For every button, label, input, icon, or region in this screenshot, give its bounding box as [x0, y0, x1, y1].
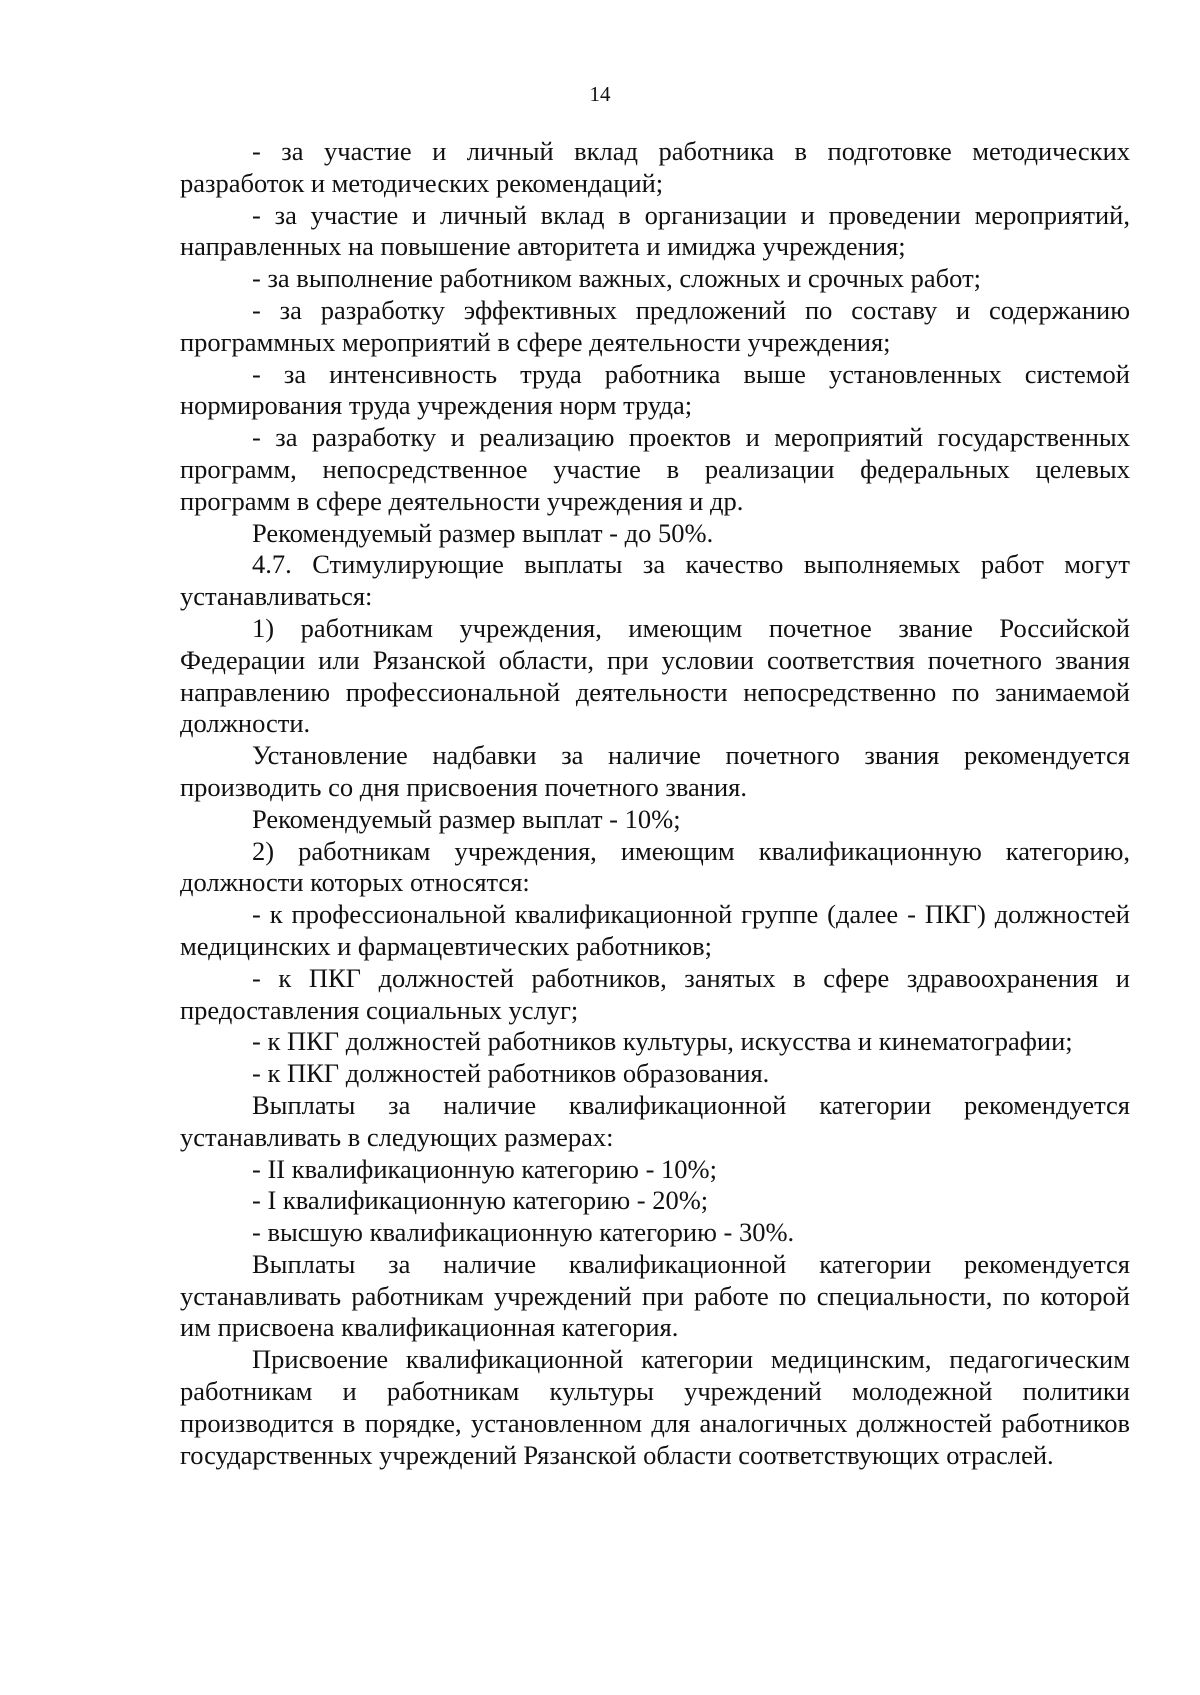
- paragraph: Рекомендуемый размер выплат - 10%;: [252, 803, 681, 834]
- paragraph: - за интенсивность труда работника выше установленных системой нормирования труда учреждения норм труда;: [180, 358, 1130, 421]
- paragraph: Установление надбавки за наличие почетного звания рекомендуется производить со дня присвоения почетного звания.: [180, 740, 1130, 802]
- paragraph: - к профессиональной квалификационной группе (далее - ПКГ) должностей медицинских и фармацевтических работников;: [180, 899, 1130, 961]
- paragraph: Присвоение квалификационной категории медицинским, педагогическим работникам и работникам культуры учреждений молодежной политики производится в порядке, установленном для аналогичных должностей работников государственных учреждений Рязанской области соответствующих отраслей.: [180, 1344, 1130, 1470]
- paragraph: - за разработку эффективных предложений по составу и содержанию программных мероприятий в сфере деятельности учреждения;: [180, 294, 1130, 357]
- page-number: 14: [589, 82, 611, 106]
- paragraph: - к ПКГ должностей работников образования.: [252, 1058, 770, 1089]
- paragraph: - за участие и личный вклад работника в подготовке методических разработок и методических рекомендаций;: [180, 136, 1130, 198]
- paragraph: - за участие и личный вклад в организации и проведении мероприятий, направленных на повышение авторитета и имиджа учреждения;: [180, 199, 1130, 262]
- paragraph: - высшую квалификационную категорию - 30%.: [252, 1217, 795, 1248]
- paragraph: - I квалификационную категорию - 20%;: [252, 1185, 709, 1216]
- paragraph: Выплаты за наличие квалификационной категории рекомендуется устанавливать в следующих размерах:: [180, 1089, 1130, 1152]
- paragraph: Выплаты за наличие квалификационной категории рекомендуется устанавливать работникам учреждений при работе по специальности, по которой им присвоена квалификационная категория.: [180, 1248, 1130, 1343]
- paragraph: - к ПКГ должностей работников культуры, искусства и кинематографии;: [252, 1026, 1073, 1057]
- paragraph: - II квалификационную категорию - 10%;: [252, 1153, 717, 1184]
- section-heading-paragraph: 4.7. Стимулирующие выплаты за качество выполняемых работ могут устанавливаться:: [180, 549, 1130, 612]
- paragraph: Рекомендуемый размер выплат - до 50%.: [252, 517, 714, 548]
- paragraph: - к ПКГ должностей работников, занятых в сфере здравоохранения и предоставления социальных услуг;: [180, 962, 1130, 1025]
- paragraph: - за разработку и реализацию проектов и мероприятий государственных программ, непосредственное участие в реализации федеральных целевых программ в сфере деятельности учреждения и др.: [180, 422, 1130, 516]
- paragraph: 1) работникам учреждения, имеющим почетное звание Российской Федерации или Рязанской области, при условии соответствия почетного звания направлению профессиональной деятельности непосредственно по занимаемой должности.: [180, 612, 1130, 739]
- paragraph: 2) работникам учреждения, имеющим квалификационную категорию, должности которых относятся:: [180, 835, 1130, 898]
- paragraph: - за выполнение работником важных, сложных и срочных работ;: [252, 263, 982, 294]
- document-body: [180, 136, 1130, 1471]
